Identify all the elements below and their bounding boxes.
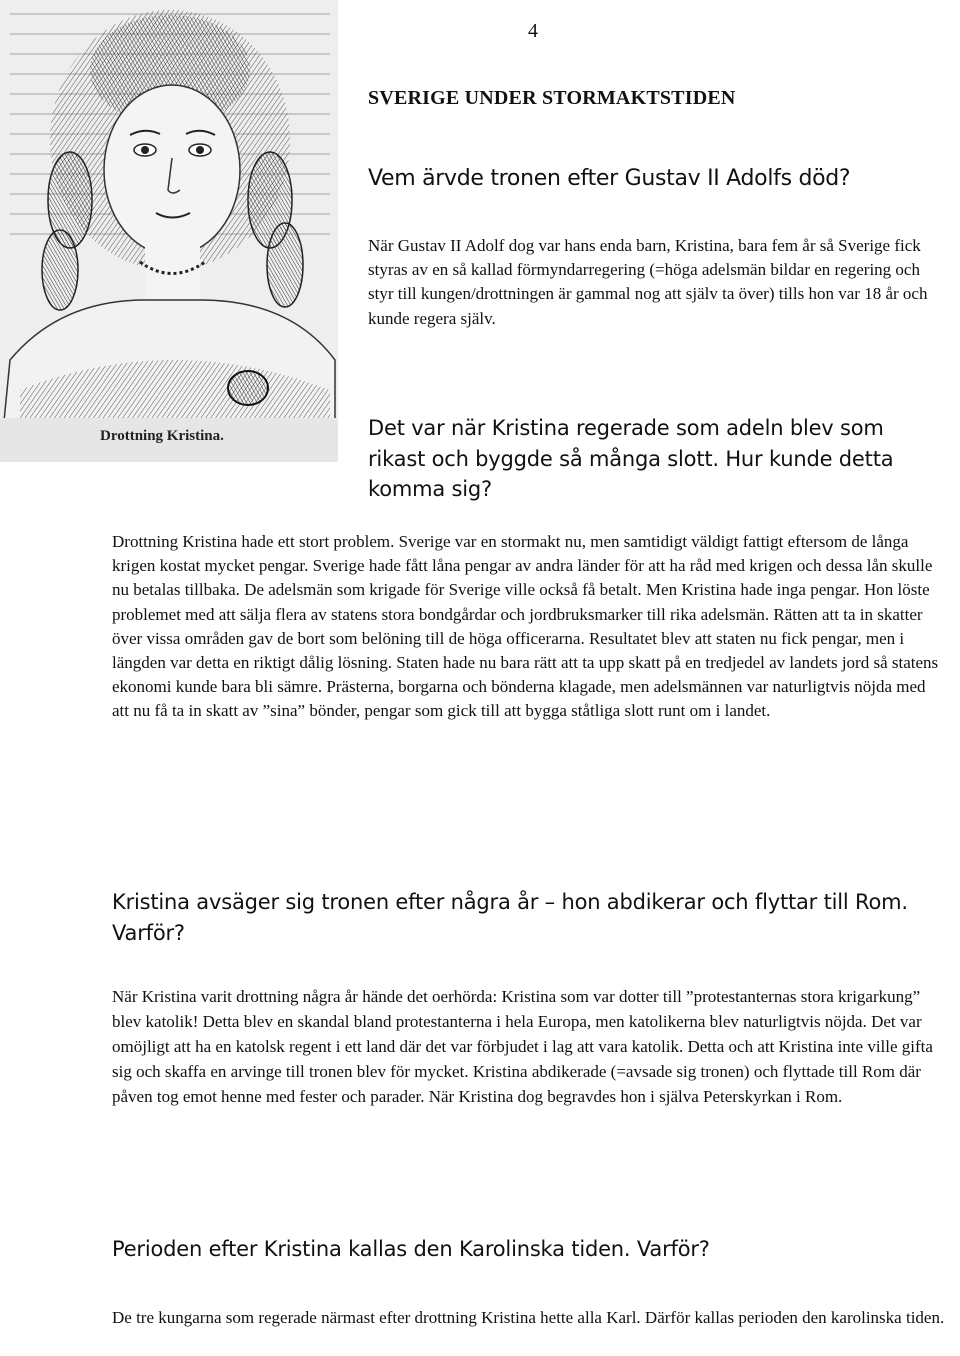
section4-heading: Perioden efter Kristina kallas den Karolinska tiden. Varför?	[112, 1237, 710, 1261]
page-title: SVERIGE UNDER STORMAKTSTIDEN	[368, 87, 736, 109]
section1-body: När Gustav II Adolf dog var hans enda barn, Kristina, bara fem år så Sverige fick styras av en så kallad förmyndarregering (=höga adelsmän bildar en regering och styr till kungen/drottningen är gammal nog att själv ta över) tills hon var 18 år och kunde regera själv.	[368, 236, 928, 328]
section2-heading: Det var när Kristina regerade som adeln blev som rikast och byggde så många slott. Hur kunde detta komma sig?	[368, 416, 894, 501]
portrait-image	[0, 0, 338, 462]
section3-body: När Kristina varit drottning några år hände det oerhörda: Kristina som var dotter till ”protestanternas stora krigarkung” blev katolik! Detta blev en skandal bland protestanterna i hela Europa, men katolikerna blev naturligtvis nöjda. Det var omöjligt att ha en katolsk regent i ett land där det var förbjudet i lag att vara katolik. Detta och att Kristina inte ville gifta sig och skaffa en arvinge till tronen blev för mycket. Kristina abdikerade (=avsade sig tronen) och flyttade till Rom där påven tog emot henne med fester och parader. När Kristina dog begravdes hon i själva Peterskyrkan i Rom.	[112, 987, 933, 1106]
section2-body: Drottning Kristina hade ett stort problem. Sverige var en stormakt nu, men samtidigt väldigt fattigt eftersom de långa krigen kostat mycket pengar. Sverige hade fått låna pengar av andra länder för att ha råd med krigen och dessa lån skulle nu betalas tillbaka. De adelsmän som krigade för Sverige ville också få betalt. Men Kristina hade inga pengar. Hon löste problemet med att sälja flera av statens stora bondgårdar och jordbruksmarker till rika adelsmän. Rätten att ta in skatter över vissa områden gav de bort som belöning till de höga officerarna. Resultatet blev att staten nu fick pengar, men i längden var detta en riktigt dålig lösning. Staten hade nu bara rätt att ta upp skatt på en tredjedel av landets jord så statens ekonomi kunde bara bli sämre. Prästerna, borgarna och bönderna klagade, men adelsmännen var naturligtvis nöjda med att nu få ta in skatt av ”sina” bönder, pengar som gick till att bygga ståtliga slott runt om i landet.	[112, 532, 939, 721]
page-number: 4	[528, 20, 538, 42]
section3-heading: Kristina avsäger sig tronen efter några år – hon abdikerar och flyttar till Rom. Varför?	[112, 890, 908, 945]
portrait-engraving	[0, 0, 338, 462]
section4-body: De tre kungarna som regerade närmast efter drottning Kristina hette alla Karl. Därför kallas perioden den karolinska tiden.	[112, 1308, 945, 1327]
portrait-caption: Drottning Kristina.	[100, 428, 224, 444]
section1-heading: Vem ärvde tronen efter Gustav II Adolfs död?	[368, 166, 851, 191]
